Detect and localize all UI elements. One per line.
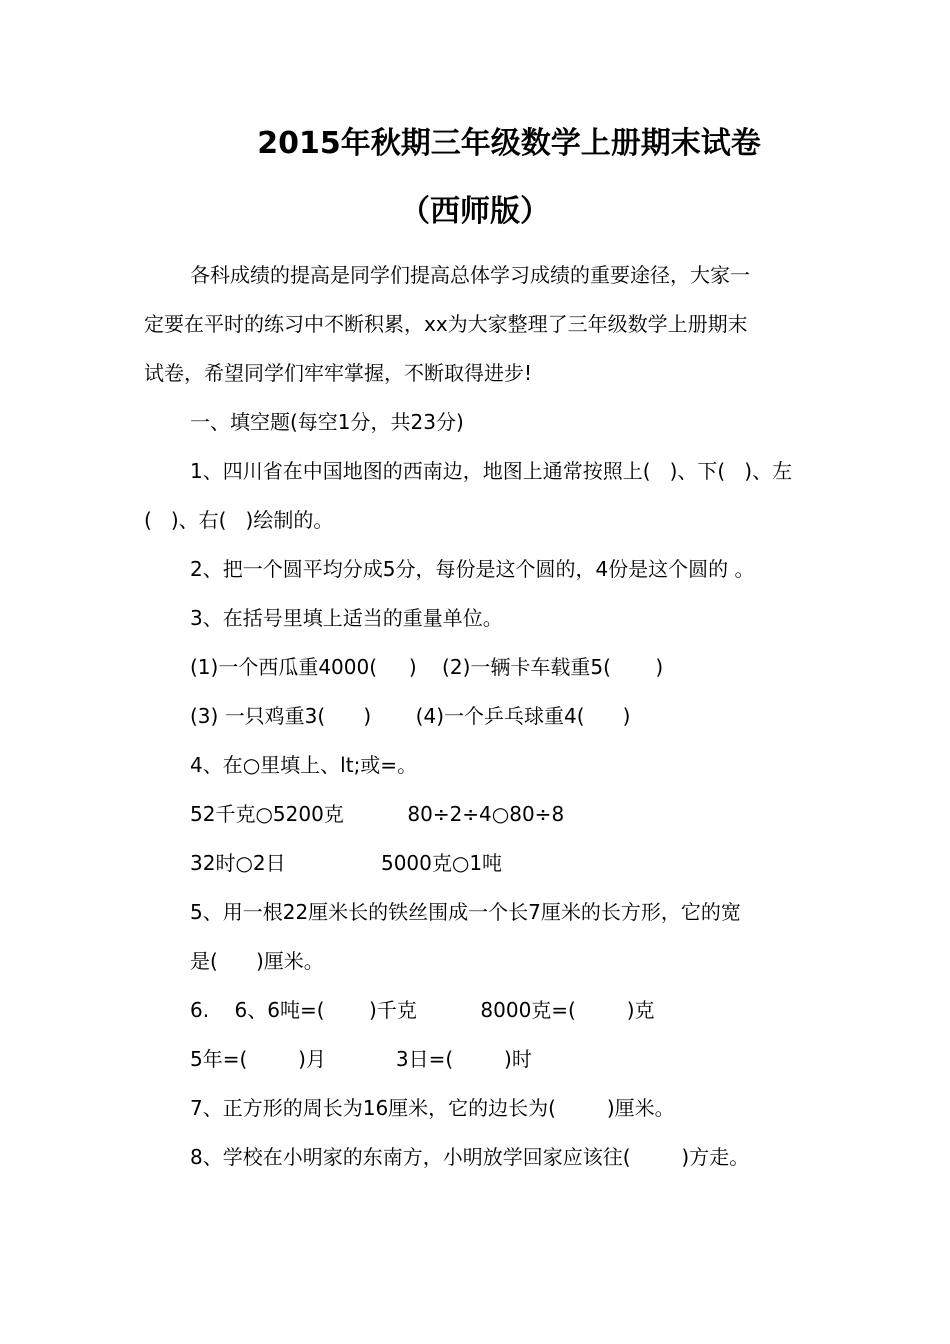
question-3-row-2: (3) 一只鸡重3( ) (4)一个乒乓球重4( ) [190, 704, 631, 728]
question-5-line-2: 是( )厘米。 [190, 949, 324, 973]
question-1-line-1: 1、四川省在中国地图的西南边，地图上通常按照上( )、下( )、左 [190, 459, 793, 483]
question-8: 8、学校在小明家的东南方，小明放学回家应该往( )方走。 [190, 1145, 750, 1169]
intro-line-3: 试卷，希望同学们牢牢掌握，不断取得进步! [144, 361, 533, 385]
document-title: 2015年秋期三年级数学上册期末试卷 [257, 126, 761, 161]
section-heading: 一、填空题(每空1分，共23分) [190, 410, 464, 434]
question-1-line-2: ( )、右( )绘制的。 [144, 508, 334, 532]
document-subtitle: （西师版） [400, 194, 550, 229]
question-5-line-1: 5、用一根22厘米长的铁丝围成一个长7厘米的长方形，它的宽 [190, 900, 741, 924]
question-6-row-2: 5年=( )月 3日=( )时 [190, 1047, 532, 1071]
intro-line-1: 各科成绩的提高是同学们提高总体学习成绩的重要途径，大家一 [190, 263, 750, 287]
question-3: 3、在括号里填上适当的重量单位。 [190, 606, 503, 630]
question-4: 4、在○里填上、lt;或=。 [190, 753, 418, 777]
question-2: 2、把一个圆平均分成5分，每份是这个圆的，4份是这个圆的 。 [190, 557, 755, 581]
question-3-row-1: (1)一个西瓜重4000( ) (2)一辆卡车载重5( ) [190, 655, 664, 679]
question-7: 7、正方形的周长为16厘米，它的边长为( )厘米。 [190, 1096, 675, 1120]
intro-line-2: 定要在平时的练习中不断积累，xx为大家整理了三年级数学上册期末 [144, 312, 748, 336]
question-4-row-2: 32时○2日 5000克○1吨 [190, 851, 503, 875]
question-4-row-1: 52千克○5200克 80÷2÷4○80÷8 [190, 802, 565, 826]
question-6-row-1: 6. 6、6吨=( )千克 8000克=( )克 [190, 998, 655, 1022]
